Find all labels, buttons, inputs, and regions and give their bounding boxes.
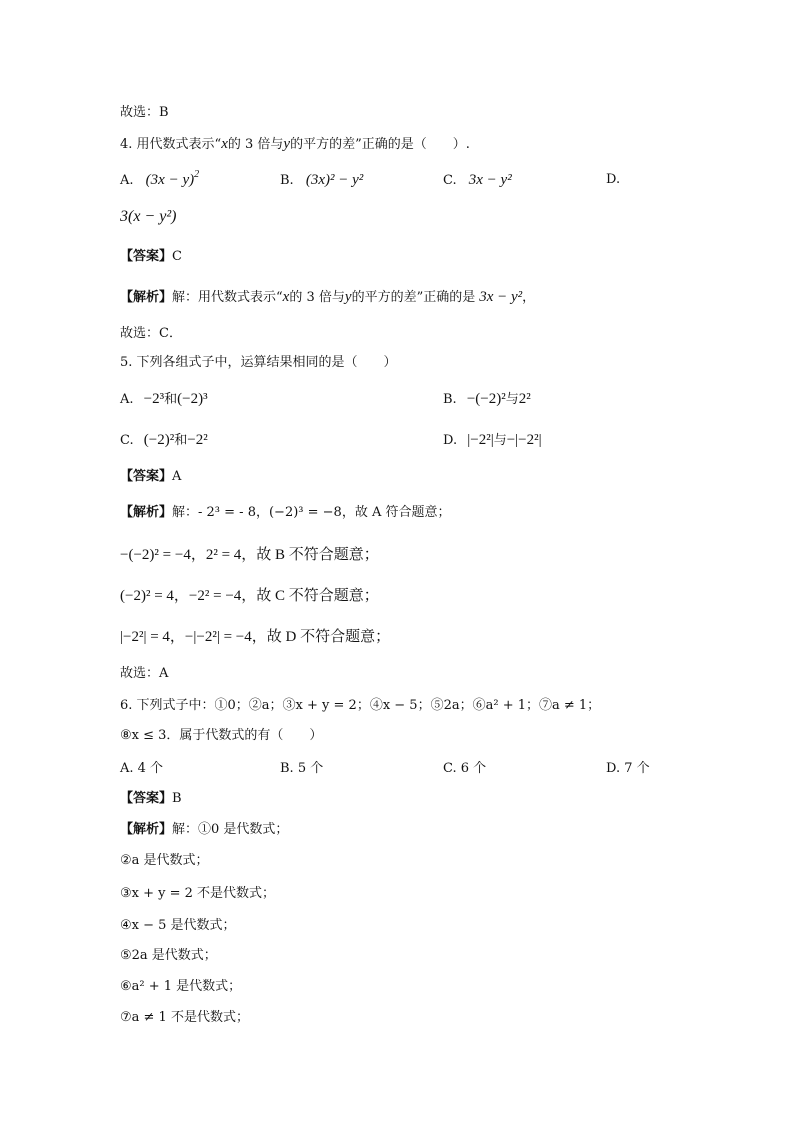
question-6-stem-line-1: 6. 下列式子中：①0；②a；③x + y = 2；④x − 5；⑤2a；⑥a² + 1；⑦a ≠ 1； [120,698,601,713]
q5-option-c [120,431,208,450]
q5-option-b [443,390,531,409]
explanation-tag: 【解析】 [120,822,173,837]
exp6-text-1: 解：①0 是代数式； [172,822,289,837]
q5-option-d-expr1: |−2²| [467,432,494,448]
q6-option-a: A. 4 个 [120,761,164,776]
answer-tag: 【答案】 [120,791,173,806]
explanation-6-line-2: ②a 是代数式； [120,853,209,868]
q5-option-a-and: 和 [164,392,178,407]
question-4-stem [120,135,470,154]
explanation-5-line-2: −(−2)² = −4，2² = 4，故 B 不符合题意； [120,547,379,563]
q5-option-d-expr2: −|−2²| [506,432,542,448]
q5-option-a-label: A. [120,392,134,407]
q5-option-c-and: 和 [174,433,188,448]
exp4-text-b: 的 3 倍与 [289,290,345,305]
explanation-6-line-5: ⑤2a 是代数式； [120,948,217,963]
explanation-tag: 【解析】 [120,290,173,305]
answer-choice-line-5: 故选：A [120,666,169,681]
q5-option-d [443,431,542,450]
answer-value: B [172,791,182,806]
q5-option-c-label: C. [120,433,134,448]
q5-option-b-and: 与 [505,392,519,407]
exp4-var-y: y [344,289,352,305]
q4-option-d-label: D. [606,172,621,187]
q6-option-c: C. 6 个 [443,761,487,776]
exp5-text-1: 解：- 2³ = - 8，(−2)³ = −8，故 A 符合题意； [172,505,451,520]
q4-option-c-expr: 3x − y² [468,172,512,188]
q4-option-a-expr: $(3x - y)^2$ [145,169,200,188]
explanation-6-line-3: ③x + y = 2 不是代数式； [120,886,276,901]
q4-option-c [443,171,512,190]
answer-5 [120,468,181,486]
explanation-5-line-3: (−2)² = 4，−2² = −4，故 C 不符合题意； [120,588,379,604]
explanation-4 [120,288,535,307]
q5-option-a-expr1: −2³ [143,391,165,407]
answer-4 [120,248,182,266]
q5-option-a-expr2: (−2)³ [177,391,208,407]
q5-option-c-expr1: (−2)² [143,432,175,448]
q4-option-b-label: B. [280,173,294,188]
q5-option-d-label: D. [443,433,458,448]
explanation-6-line-6: ⑥a² + 1 是代数式； [120,979,242,994]
q4-text-c: 的平方的差”正确的是（ ）. [290,137,470,152]
answer-6 [120,790,182,808]
q4-var-x: x [221,136,228,152]
q4-option-d-expr: 3(x − y²) [120,208,177,225]
q4-text-a: 4. 用代数式表示“ [120,137,222,152]
answer-value: C [172,249,182,264]
explanation-tag: 【解析】 [120,505,173,520]
answer-choice-line: 故选：B [120,105,169,120]
q4-option-a-label: A. [120,173,134,188]
explanation-6-line-7: ⑦a ≠ 1 不是代数式； [120,1010,249,1025]
q4-option-b [280,171,363,190]
q4-option-d [606,171,620,189]
q4-option-a [120,171,199,190]
q6-option-d: D. 7 个 [606,761,650,776]
answer-tag: 【答案】 [120,249,173,264]
explanation-5-line-1 [120,504,450,522]
question-5-stem: 5. 下列各组式子中，运算结果相同的是（ ） [120,355,397,370]
q4-option-c-label: C. [443,173,457,188]
q5-option-a [120,390,208,409]
q5-option-c-expr2: −2² [187,432,208,448]
q4-option-b-expr: (3x)² − y² [305,172,364,188]
exp4-text-a: 解：用代数式表示“ [172,290,283,305]
q5-option-b-label: B. [443,392,457,407]
q4-var-y: y [283,136,291,152]
explanation-6-line-4: ④x − 5 是代数式； [120,918,236,933]
explanation-6-line-1 [120,821,288,839]
q5-option-d-and: 与 [493,433,507,448]
exp4-var-x: x [282,289,290,305]
q5-option-b-expr1: −(−2)² [466,391,506,407]
q4-text-b: 的 3 倍与 [227,137,284,152]
exp4-expr: 3x − y² [479,289,523,305]
exp4-end: ， [522,290,536,305]
explanation-5-line-4: |−2²| = 4，−|−2²| = −4，故 D 不符合题意； [120,629,391,645]
answer-value: A [172,469,182,484]
q6-option-b: B. 5 个 [280,761,324,776]
answer-tag: 【答案】 [120,469,173,484]
question-6-stem-line-2: ⑧x ≤ 3．属于代数式的有（ ） [120,728,323,743]
exp4-text-c: 的平方的差”正确的是 [351,290,476,305]
answer-choice-line-4: 故选：C． [120,326,182,341]
q5-option-b-expr2: 2² [518,391,531,407]
